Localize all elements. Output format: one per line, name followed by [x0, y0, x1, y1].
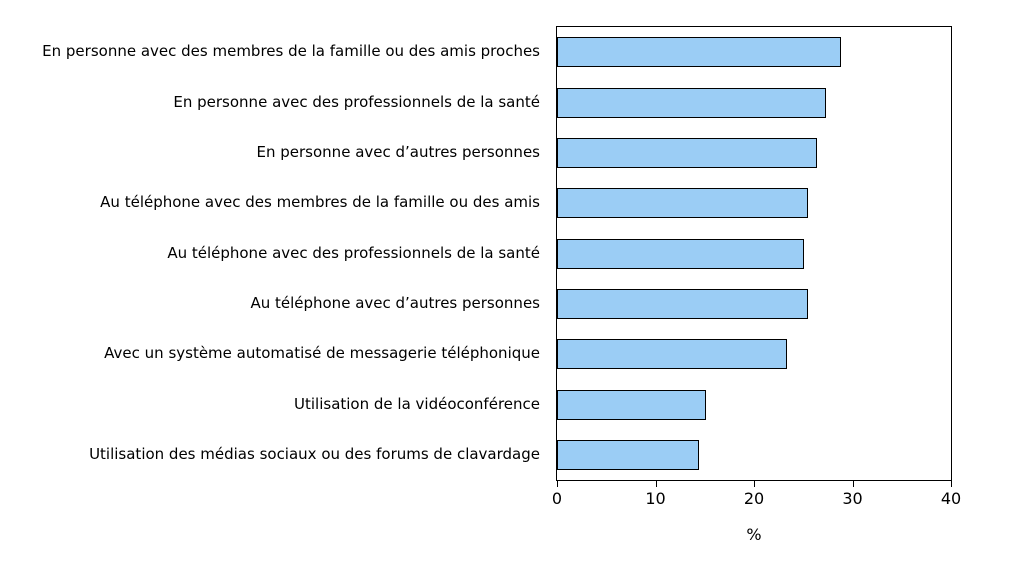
category-label: En personne avec des professionnels de la santé [173, 92, 540, 111]
category-label: Au téléphone avec des professionnels de la santé [167, 243, 540, 262]
bar [557, 88, 826, 118]
x-axis-tick-labels [551, 489, 962, 511]
category-label: Au téléphone avec des membres de la famille ou des amis [100, 193, 540, 212]
x-axis-ticks [557, 481, 951, 487]
bar [557, 440, 699, 470]
x-tick [754, 481, 755, 487]
x-tick [951, 481, 952, 487]
category-label: Au téléphone avec d’autres personnes [250, 293, 540, 312]
x-tick [853, 481, 854, 487]
category-label: En personne avec d’autres personnes [256, 142, 540, 161]
x-tick-label: 10 [645, 489, 666, 508]
x-tick-label: 30 [842, 489, 863, 508]
bar [557, 289, 808, 319]
bar [557, 37, 841, 67]
category-label: Utilisation des médias sociaux ou des forums de clavardage [89, 444, 540, 463]
x-tick [557, 481, 558, 487]
bar [557, 390, 706, 420]
category-label: Avec un système automatisé de messagerie téléphonique [104, 344, 540, 363]
bar [557, 239, 804, 269]
x-tick [656, 481, 657, 487]
bar [557, 138, 817, 168]
category-axis-labels [0, 27, 548, 480]
bar [557, 339, 787, 369]
bar [557, 188, 808, 218]
category-label: En personne avec des membres de la famille ou des amis proches [42, 42, 540, 61]
category-label: Utilisation de la vidéoconférence [294, 394, 540, 413]
x-tick-label: 20 [743, 489, 765, 508]
x-tick-label: 0 [551, 489, 563, 508]
x-axis-title: % [746, 525, 762, 544]
x-tick-label: 40 [940, 489, 962, 508]
bars-layer [557, 27, 951, 480]
